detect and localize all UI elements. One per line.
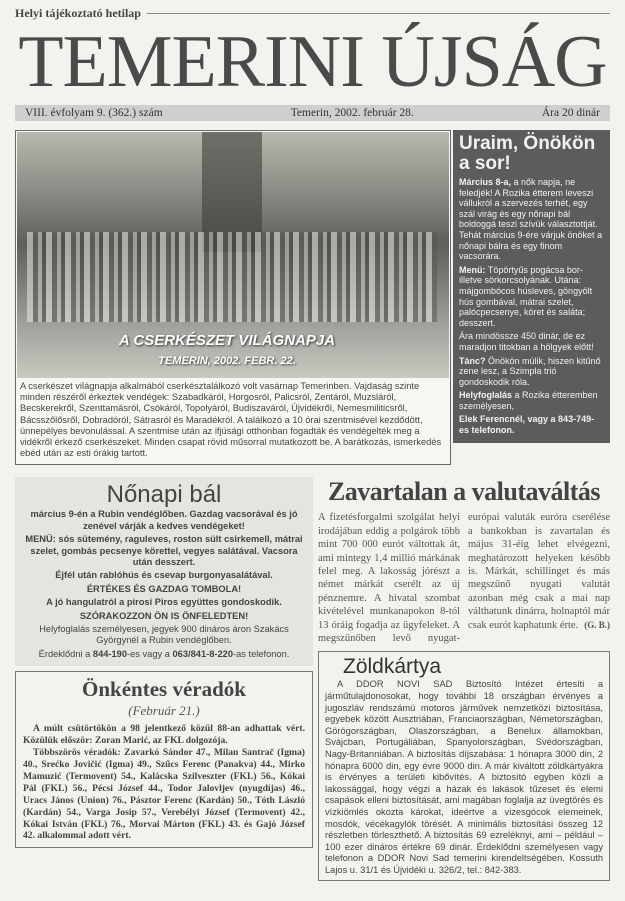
text: -es vagy a [127, 648, 173, 659]
text: Önökön múlik, hiszen kitűnő zene lesz, a Szimpla trió gondoskodik róla. [459, 355, 601, 387]
text: a Rozika étteremben személyesen, [459, 390, 598, 411]
blood-donors-article [15, 671, 313, 848]
sidebar-contact [459, 414, 604, 435]
group-photo [17, 132, 449, 378]
dateline: Temerin, 2002. február 28. [290, 107, 414, 119]
issue-number: VIII. évfolyam 9. (362.) szám [25, 107, 163, 119]
left-column [15, 477, 313, 848]
ad-line: Helyfoglalás személyesen, jegyek 900 dináros áron Szakács Györgynél a Rubin vendéglőben. [39, 624, 289, 646]
photo-crowd [27, 232, 437, 322]
phone: 844-190 [92, 648, 128, 659]
article-body [318, 511, 610, 645]
ad-line: Éjfél után rablóhús és csevap burgonyasalátával. [55, 570, 273, 581]
newspaper-title: TEMERINI ÚJSÁG [18, 21, 607, 103]
ad-line: SZÓRAKOZZON ÖN IS ÖNFELEDTEN! [79, 610, 249, 621]
right-column [318, 477, 610, 880]
green-card-article [318, 651, 610, 880]
bold-lead: Tánc? [459, 355, 486, 366]
text: Töpörtyűs pogácsa bor- illetve sörkorcsolyának. Utána: májgombócos húsleves, göngyölt hús gombával, mátrai szelet, palócpecsenye, köret és saláta; desszert. [459, 264, 593, 328]
bottom-row [15, 477, 610, 880]
contact: Elek Ferencnél, vagy a 843-749-es telefonon. [459, 414, 595, 436]
currency-exchange-article [318, 477, 610, 645]
womens-day-ball-ad [15, 477, 313, 666]
sidebar-paragraph [459, 265, 604, 329]
article-subtitle: (Február 21.) [128, 703, 200, 719]
scout-day-article [15, 130, 451, 465]
ad-line: MENÜ: sós sütemény, raguleves, roston sült csirkemell, mátrai szelet, gombás pecsenye körettel, vegyes salátával. Vacsora után desszert. [25, 534, 303, 568]
signature: (G. B.) [584, 619, 610, 630]
tagline-row [15, 6, 610, 21]
photo-caption-date: TEMERIN, 2002. FEBR. 22. [158, 355, 296, 367]
ad-line: ÉRTÉKES ÉS GAZDAG TOMBOLA! [86, 583, 242, 594]
bold-lead: Menü: [459, 264, 486, 275]
sidebar-paragraph [459, 390, 604, 411]
article-text: A cserkészet világnapja alkalmából cserkésztalálkozó volt vasárnap Temerinben. Vajdaság szinte minden részéről érkeztek vendégek: Szabadkáról, Horgosról, Palicsról, Zentáról, Muzsláról, Becskerekről, Szenttamásról, Csókáról, Topolyáról, Budiszaváról, Újvidékről, Nemesmiliticsről, Bácsszőlősről, Dobradóról, Sátrasról és Maradékról. A találkozó a 10 órai szentmisével kezdődött, ünnepélyes bevonulással. A szentmise után az ifjúsági otthonban fogadták és vendégelték meg a vidékről érkező cserkészeket. Minden csapat rövid műsorral mutatkozott be. A barátkozás, ismerkedés ebéd után az esti órákig tartott. [20, 381, 442, 459]
text: -as telefonon. [233, 648, 290, 659]
ad-contact [21, 649, 307, 660]
tagline: Helyi tájékoztató hetilap [15, 6, 141, 20]
bold-lead: Március 8-a, [459, 177, 512, 187]
sidebar-paragraph [459, 356, 604, 388]
bold-lead: Helyfoglalás [459, 390, 513, 401]
sidebar-ad [453, 130, 610, 443]
photo-caption-title: A CSERKÉSZET VILÁGNAPJA [118, 332, 336, 349]
article-body: A DDOR NOVI SAD Biztosító Intézet értesíti a járműtulajdonosokat, hogy további 18 országban érvényes a jugoszláv rendszámú motoros járművek nemzetközi biztosítása, egyebek között Ausztriában, Franciaországban, Németországban, Görögországban, Olaszországban, a Benelux államokban, Svájcban, Portugáliában, Spanyolországban, Svédországban, Nagy-Britanniában. A biztosítás díjszabása: 1 hónapra 3000 din, 2 hónapra 6000 din, egy évre 9000 din. A már kiváltott zöldkártyákra is érvényes a területi kibővítés. A biztosító egyben közli a lakossággal, hogy végzi a házak és lakások tűzeset és elemi csapások elleni biztosítását, ami magában foglalja az üvegtörés és vízkiömlés okozta károkat, ideértve a vizesgócok elemeinek, mosdók, vécékagylók törését. A minimális biztosítási összeg 12 részletben törleszthető. A biztosítás 69 ezreléknyi, ami – például – 100 ezer dináros értékre 69 dinár. Érdeklődni személyesen vagy telefonon a DDOR Novi Sad temerini kirendeltségében. Kossuth Lajos u. 31/1 és Újvidéki u. 326/2, tel.: 842-383. [325, 679, 603, 875]
ad-line: március 9-én a Rubin vendéglőben. Gazdag vacsorával és jó zenével várják a kedves vendégeket! [30, 509, 298, 531]
article-paragraph: Többszörös véradók: Zavarkó Sándor 47., Milan Santrač (Igma) 40., Srećko Jovičić (Igma) 49., Szűcs Ferenc (Panakva) 44., Mirko Mamuzić (Termovent) 54., Kalácska Szilveszter (FKL) 56., Kókai Pál (FKL) 56., Pécsi József 44., Todor Jalovljev (nyugdíjas) 46., Uracs János (Union) 76., Pásztor Ferenc (Kardán) 50., Tóth László (Kardán) 54., Varga Josip 57., Verebélyi József (Termovent) 42., Kókai István (FKL) 76., Morvai Márton (FKL) 43. és Gajó József 42. alkalommal adott vért. [23, 747, 305, 842]
phone: 063/841-8-220 [172, 648, 233, 659]
price: Ára 20 dinár [541, 107, 600, 119]
article-title: Zavartalan a valutaváltás [327, 477, 601, 507]
sidebar-title: Uraim, Önökön a sor! [459, 133, 596, 174]
text: Érdeklődni a [38, 648, 93, 659]
divider [147, 13, 610, 14]
ad-line: A jó hangulatról a pirosi Piros együttes gondoskodik. [46, 597, 282, 608]
ad-title: Nőnapi bál [106, 481, 222, 509]
text: A fizetésforgalmi szolgálat helyi irodájában eddig a polgárok több mint 700 000 eurót váltottak át, ami mintegy 1,4 millió márkának felel meg. A lakosság jórészt a német márkát cserélt az új pénznemre. A hivatal szombat kivételével munkanapokon 8-tól 13 óráig fogadja az ügyfeleket. A megszűnőben levő nyugat-európai valuták euróra cserélése a bankokban is zavartalan és május 31-éig lehet elvégezni, meghatározott helyeken később is. Márkát, schillinget és más megszűnő nyugati valutát azonban még csak a mai nap válthatunk dinárra, holnaptól már csak eurót kaphatunk érte. [318, 512, 610, 645]
sidebar-paragraph [459, 177, 604, 262]
article-title: Zöldkártya [343, 655, 442, 679]
text: a nők napja, ne feledjék! A Rozika étterem leveszi vállukról a szervezés terhét, egy szál virág és egy nőnapi bál boldoggá teszi szívük választottját. Tehát március 9-ére várjuk önöket a nőnapi bálra és egy finom vacsorára. [459, 177, 603, 262]
article-paragraph: A múlt csütörtökön a 98 jelentkező közül 88-an adhattak vért. Közülük először: Zoran Marić, az FKL dolgozója. [23, 723, 305, 747]
sidebar-paragraph: Ára mindössze 450 dinár, de ez maradjon titokban a hölgyek előtt! [459, 331, 594, 352]
top-row [15, 130, 610, 465]
article-title: Önkéntes véradók [82, 677, 246, 702]
issue-info-bar [15, 105, 610, 121]
